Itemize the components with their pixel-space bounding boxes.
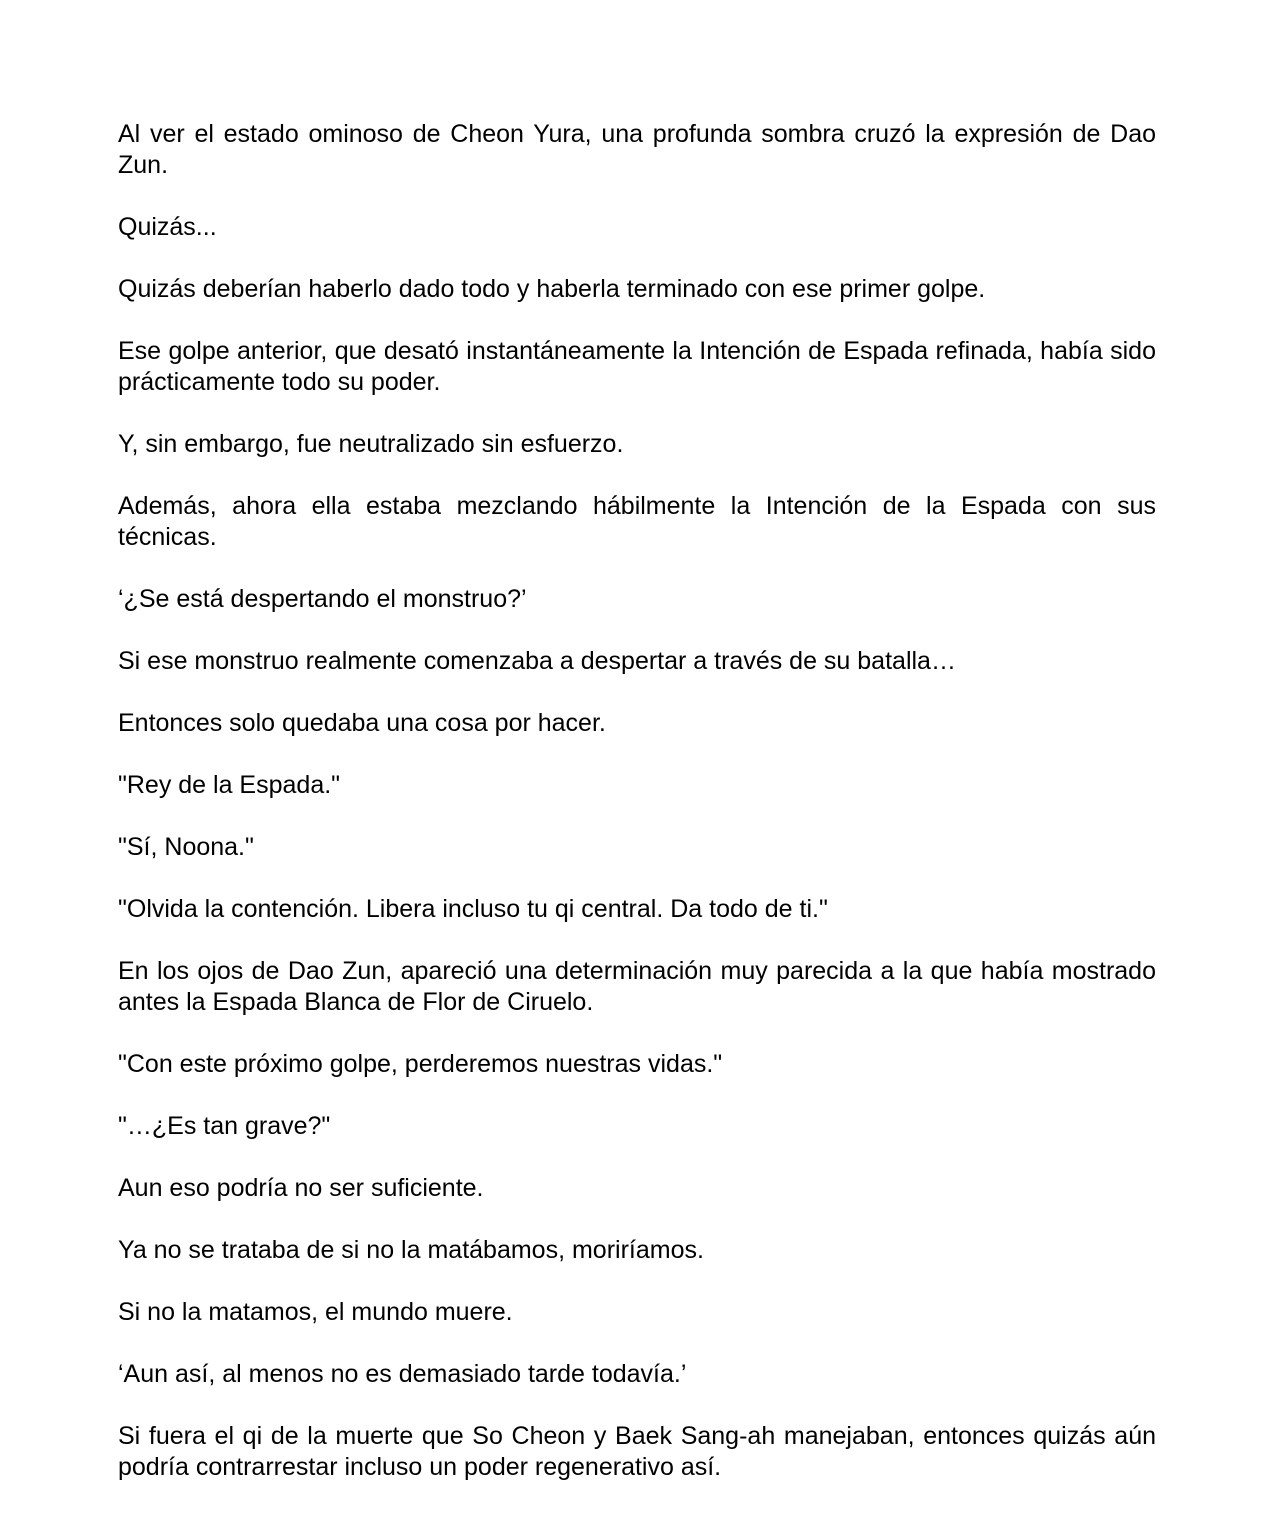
paragraph: En los ojos de Dao Zun, apareció una determinación muy parecida a la que había mostrado antes la Espada Blanca de Flor de Ciruelo. [118,957,1156,1016]
paragraph: Ese golpe anterior, que desató instantáneamente la Intención de Espada refinada, había sido prácticamente todo su poder. [118,337,1156,396]
paragraph: Y, sin embargo, fue neutralizado sin esfuerzo. [118,430,624,458]
paragraph: "Olvida la contención. Libera incluso tu qi central. Da todo de ti." [118,895,828,923]
paragraph: Si ese monstruo realmente comenzaba a despertar a través de su batalla… [118,647,956,675]
paragraph: ‘¿Se está despertando el monstruo?’ [118,585,527,613]
paragraph: "Rey de la Espada." [118,771,341,799]
document-page [118,119,1156,1483]
paragraph: Quizás... [118,213,217,241]
paragraph: Ya no se trataba de si no la matábamos, moriríamos. [118,1236,704,1264]
paragraph: "Sí, Noona." [118,833,254,861]
paragraph: Aun eso podría no ser suficiente. [118,1174,484,1202]
paragraph: Además, ahora ella estaba mezclando hábilmente la Intención de la Espada con sus técnicas. [118,492,1156,551]
paragraph: Si fuera el qi de la muerte que So Cheon y Baek Sang-ah manejaban, entonces quizás aún podría contrarrestar incluso un poder regenerativo así. [118,1422,1156,1481]
paragraph: Entonces solo quedaba una cosa por hacer. [118,709,606,737]
paragraph: Quizás deberían haberlo dado todo y haberla terminado con ese primer golpe. [118,275,986,303]
paragraph: "…¿Es tan grave?" [118,1112,331,1140]
paragraph: Al ver el estado ominoso de Cheon Yura, una profunda sombra cruzó la expresión de Dao Zun. [118,120,1156,179]
paragraph: ‘Aun así, al menos no es demasiado tarde todavía.’ [118,1360,687,1388]
paragraph: Si no la matamos, el mundo muere. [118,1298,513,1326]
paragraph: "Con este próximo golpe, perderemos nuestras vidas." [118,1050,723,1078]
